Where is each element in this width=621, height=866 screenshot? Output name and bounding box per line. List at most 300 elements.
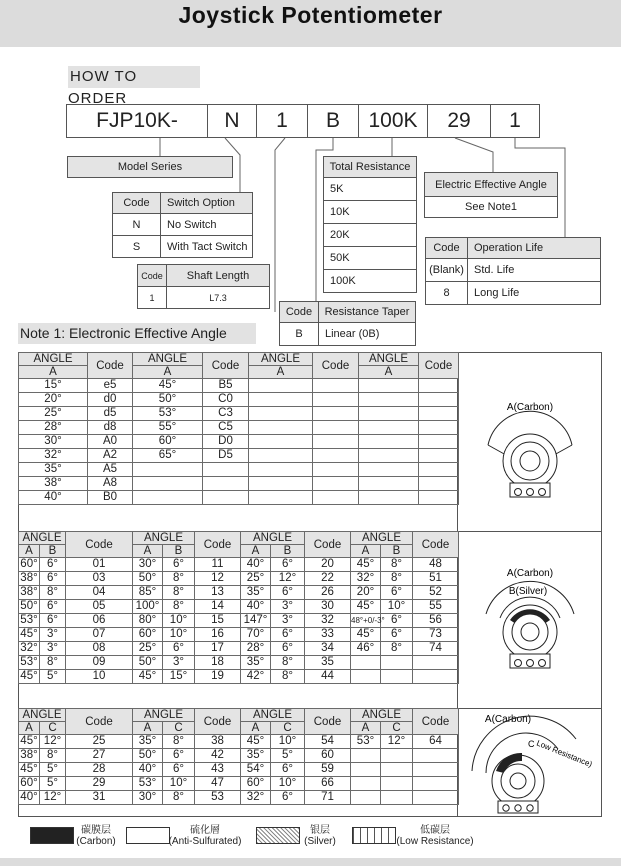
table-cell: B0 (88, 491, 133, 505)
angle-header: ANGLE (359, 353, 419, 366)
table-cell (249, 435, 313, 449)
table-cell (249, 477, 313, 491)
table-row (19, 749, 459, 763)
table-cell: 32° (19, 449, 88, 463)
table-cell: 45° (351, 600, 381, 614)
part-segment-shaft: 1 (256, 104, 308, 138)
table-cell: 6° (271, 586, 305, 600)
total-resistance-header: Total Resistance (323, 156, 417, 178)
table-row (19, 642, 459, 656)
table-cell: 08 (66, 642, 133, 656)
table-cell: 30 (305, 600, 351, 614)
table-cell: 5° (40, 670, 66, 684)
table-cell: 44 (305, 670, 351, 684)
table-cell: 29 (66, 777, 133, 791)
table-cell: 38° (20, 572, 38, 584)
table-cell (313, 407, 359, 421)
table-cell (249, 491, 313, 505)
table-cell: 60° (20, 777, 38, 789)
table-cell: 6° (40, 572, 66, 586)
angle-a-header: A (241, 545, 271, 558)
table-cell: 53° (351, 735, 381, 749)
table-cell: 8° (163, 791, 195, 805)
part-segment-resistance: 100K (358, 104, 428, 138)
resistance-50k: 50K (323, 246, 417, 270)
table-cell: 40° (133, 763, 163, 777)
table-cell: 8° (381, 558, 413, 572)
table-cell: 64 (413, 735, 459, 749)
resistance-100k: 100K (323, 269, 417, 293)
angle-table-dual-ab (18, 531, 459, 684)
table-cell: 6° (163, 763, 195, 777)
table-cell: 54 (305, 735, 351, 749)
table-cell: 8° (163, 735, 195, 749)
table-cell: 6° (40, 614, 66, 628)
table-cell (381, 763, 413, 777)
table-cell: 25° (19, 407, 88, 421)
table-cell: 3° (40, 628, 66, 642)
table-cell: 32° (241, 791, 271, 805)
table-cell: 60° (20, 558, 38, 570)
table-cell: 15° (163, 670, 195, 684)
table-cell (359, 393, 419, 407)
table-cell (381, 670, 413, 684)
table-cell: 51 (413, 572, 459, 586)
angle-a-header: A (133, 545, 163, 558)
switch-option-header: Switch Option (160, 192, 253, 214)
table-cell: 6° (271, 791, 305, 805)
diagram-label-carbon: A(Carbon) (506, 568, 554, 579)
table-cell: 100° (133, 600, 163, 614)
angle-table-dual-ac (18, 708, 459, 805)
table-cell: 54° (241, 763, 271, 777)
resistance-20k: 20K (323, 223, 417, 247)
table-cell: 50° (20, 600, 38, 612)
table-cell: 20° (19, 393, 88, 407)
taper-linear: Linear (0B) (318, 322, 416, 346)
table-cell: 20 (305, 558, 351, 572)
table-row (19, 735, 459, 749)
table-cell: 60° (133, 435, 203, 449)
table-cell (413, 763, 459, 777)
table-cell: 35° (19, 463, 88, 477)
model-series-label: Model Series (67, 156, 233, 178)
table-cell: 14 (195, 600, 241, 614)
code-header: Code (305, 532, 351, 558)
table-cell (359, 421, 419, 435)
table-cell: 8° (40, 749, 66, 763)
angle-header: ANGLE (241, 532, 305, 545)
table-cell: B5 (203, 379, 249, 393)
table-cell: 43 (195, 763, 241, 777)
code-header: Code (413, 709, 459, 735)
table-cell: 45° (20, 628, 38, 640)
table-row (19, 463, 459, 477)
table-cell: A0 (88, 435, 133, 449)
table-cell: 12 (195, 572, 241, 586)
table-cell: 53° (133, 407, 203, 421)
table-cell (413, 670, 459, 684)
table-cell: 6° (381, 586, 413, 600)
code-header: Code (66, 532, 133, 558)
table-cell: 147° (241, 614, 271, 628)
table-cell (351, 749, 381, 763)
table-cell: 26 (305, 586, 351, 600)
table-cell: 53° (133, 777, 163, 791)
table-cell: 55° (133, 421, 203, 435)
table-cell: 10° (271, 777, 305, 791)
table-cell: 13 (195, 586, 241, 600)
angle-a-header: A (133, 366, 203, 379)
angle-table-single (18, 352, 459, 505)
table-cell: 04 (66, 586, 133, 600)
table-cell (203, 491, 249, 505)
code-header: Code (88, 353, 133, 379)
table-cell: 32° (20, 642, 38, 654)
table-cell: 6° (271, 628, 305, 642)
table-row (19, 435, 459, 449)
diagram-carbon-silver (458, 532, 601, 708)
table-cell: D5 (203, 449, 249, 463)
diagram-carbon-low-resistance (458, 709, 601, 817)
table-row (19, 600, 459, 614)
table-cell: 6° (271, 642, 305, 656)
table-cell: 45° (133, 379, 203, 393)
legend-carbon-swatch (30, 827, 74, 844)
table-cell: 8° (163, 600, 195, 614)
angle-a-header: A (241, 722, 271, 735)
angle-a-header: A (133, 722, 163, 735)
table-row (19, 379, 459, 393)
table-cell (203, 463, 249, 477)
table-cell: 35 (305, 656, 351, 670)
table-cell: 01 (66, 558, 133, 572)
switch-code-header: Code (112, 192, 161, 214)
table-cell: 15° (19, 379, 88, 393)
table-cell (313, 449, 359, 463)
table-cell: 09 (66, 656, 133, 670)
table-row (19, 763, 459, 777)
note1-heading: Note 1: Electronic Effective Angle (18, 323, 256, 344)
table-cell: 22 (305, 572, 351, 586)
table-cell: 25° (133, 642, 163, 656)
table-cell (249, 449, 313, 463)
table-cell (359, 477, 419, 491)
angle-a-header: A (19, 545, 40, 558)
table-cell (351, 791, 381, 805)
angle-c-header: C (381, 722, 413, 735)
table-cell: 6° (163, 642, 195, 656)
operation-life-header: Operation Life (467, 237, 601, 259)
table-cell: 8° (40, 656, 66, 670)
table-cell: 31 (66, 791, 133, 805)
table-cell: 28° (241, 642, 271, 656)
table-cell: 74 (413, 642, 459, 656)
table-cell (359, 491, 419, 505)
legend-low-resistance-label: 低碳层 (Low Resistance) (396, 825, 474, 847)
table-cell: d5 (88, 407, 133, 421)
table-cell (249, 379, 313, 393)
angle-b-header: B (163, 545, 195, 558)
table-cell (419, 407, 459, 421)
table-cell (419, 477, 459, 491)
eea-header: Electric Effective Angle (424, 172, 558, 197)
table-cell: 60° (241, 777, 271, 791)
table-cell: 07 (66, 628, 133, 642)
table-cell: 38° (20, 586, 38, 598)
table-cell: D0 (203, 435, 249, 449)
table-cell: 8° (271, 656, 305, 670)
table-cell: 59 (305, 763, 351, 777)
table-cell: 45° (351, 628, 381, 642)
code-header: Code (413, 532, 459, 558)
table-cell: 8° (163, 572, 195, 586)
table-cell: d8 (88, 421, 133, 435)
table-cell: 6° (381, 628, 413, 642)
switch-option-tact: With Tact Switch (160, 235, 253, 258)
table-cell: 34 (305, 642, 351, 656)
code-header: Code (195, 709, 241, 735)
table-cell (313, 463, 359, 477)
diagram-label-low-resistance: Low Resistance) (535, 738, 594, 770)
table-row (19, 628, 459, 642)
angle-a-header: A (19, 366, 88, 379)
table-cell (419, 491, 459, 505)
table-cell: 12° (40, 735, 66, 749)
table-row (19, 791, 459, 805)
taper-code-header: Code (279, 301, 319, 323)
table-row (19, 477, 459, 491)
table-cell: 35° (133, 735, 163, 749)
table-cell: 8° (40, 586, 66, 600)
table-row (19, 572, 459, 586)
code-header: Code (66, 709, 133, 735)
shaft-length-value: L7.3 (166, 286, 270, 309)
angle-header: ANGLE (133, 353, 203, 366)
shaft-code-header: Code (137, 264, 167, 287)
table-cell: 5° (271, 749, 305, 763)
table-cell: 47 (195, 777, 241, 791)
resistance-10k: 10K (323, 200, 417, 224)
table-cell: 25 (66, 735, 133, 749)
table-cell: 3° (40, 642, 66, 656)
table-cell: 33 (305, 628, 351, 642)
table-cell: 53 (195, 791, 241, 805)
table-cell (313, 393, 359, 407)
table-cell: 03 (66, 572, 133, 586)
angle-a-header: A (351, 722, 381, 735)
table-cell: 60 (305, 749, 351, 763)
table-row (19, 777, 459, 791)
table-cell: 50° (133, 572, 163, 586)
table-cell (249, 421, 313, 435)
table-row (19, 449, 459, 463)
table-cell: 80° (133, 614, 163, 628)
table-row (19, 421, 459, 435)
table-cell: 45° (20, 763, 38, 775)
table-cell: 52 (413, 586, 459, 600)
legend (18, 823, 602, 855)
diagram-carbon (458, 353, 601, 531)
table-row (19, 491, 459, 505)
table-cell: 10° (163, 777, 195, 791)
table-cell (359, 379, 419, 393)
table-cell: 32 (305, 614, 351, 628)
diagram-label-carbon: A(Carbon) (506, 402, 554, 413)
angle-a-header: A (19, 722, 40, 735)
table-cell: 53° (20, 656, 38, 668)
table-cell (359, 435, 419, 449)
table-row (19, 656, 459, 670)
table-cell: 46° (351, 642, 381, 656)
table-cell: 25° (241, 572, 271, 586)
table-cell (313, 435, 359, 449)
table-cell: 42° (241, 670, 271, 684)
table-cell (313, 421, 359, 435)
table-cell: 28° (19, 421, 88, 435)
table-cell (381, 749, 413, 763)
table-cell: 50° (133, 393, 203, 407)
table-cell: 18 (195, 656, 241, 670)
table-cell: 50° (133, 749, 163, 763)
table-cell: 40° (19, 491, 88, 505)
table-cell (351, 777, 381, 791)
table-cell: 8° (381, 642, 413, 656)
angle-c-header: C (163, 722, 195, 735)
table-cell (419, 379, 459, 393)
table-cell: 42 (195, 749, 241, 763)
table-cell: 6° (40, 558, 66, 572)
angle-b-header: B (271, 545, 305, 558)
angle-b-header: B (40, 545, 66, 558)
table-cell: 17 (195, 642, 241, 656)
table-cell: 30° (133, 558, 163, 572)
table-cell (413, 749, 459, 763)
table-cell: 32° (351, 572, 381, 586)
table-row (19, 558, 459, 572)
table-cell (313, 491, 359, 505)
code-header: Code (203, 353, 249, 379)
table-cell: 38° (19, 477, 88, 491)
table-cell: 45° (20, 735, 38, 747)
life-code-8: 8 (425, 281, 468, 305)
table-cell (419, 435, 459, 449)
table-cell: 38° (20, 749, 38, 761)
table-cell: 10 (66, 670, 133, 684)
table-cell: 40° (241, 600, 271, 614)
angle-a-header: A (351, 545, 381, 558)
table-cell: 35° (241, 749, 271, 763)
switch-option-none: No Switch (160, 213, 253, 236)
diagram-label-c: C (528, 739, 535, 749)
table-cell: 30° (19, 435, 88, 449)
table-cell: A8 (88, 477, 133, 491)
table-cell (381, 656, 413, 670)
angle-header: ANGLE (133, 532, 195, 545)
footer-bar (0, 858, 621, 866)
table-cell: 8° (163, 586, 195, 600)
table-cell: 45° (20, 670, 38, 682)
table-cell: 53° (20, 614, 38, 626)
table-cell (419, 421, 459, 435)
table-cell: 12° (381, 735, 413, 749)
table-cell: 27 (66, 749, 133, 763)
life-code-blank: (Blank) (425, 258, 468, 282)
table-cell: 3° (163, 656, 195, 670)
table-cell: 45° (241, 735, 271, 749)
table-cell: 60° (133, 628, 163, 642)
table-cell: 70° (241, 628, 271, 642)
eea-value: See Note1 (424, 196, 558, 218)
table-cell: 6° (381, 614, 413, 628)
table-cell: 6° (163, 558, 195, 572)
shaft-length-header: Shaft Length (166, 264, 270, 287)
table-cell: 45° (133, 670, 163, 684)
legend-silver-swatch (256, 827, 300, 844)
table-row (19, 670, 459, 684)
table-cell: 85° (133, 586, 163, 600)
table-cell: 6° (40, 600, 66, 614)
table-cell: 10° (381, 600, 413, 614)
table-row (19, 614, 459, 628)
part-segment-taper: B (307, 104, 359, 138)
table-cell: 73 (413, 628, 459, 642)
table-cell (351, 656, 381, 670)
code-header: Code (305, 709, 351, 735)
table-cell (413, 791, 459, 805)
table-row (19, 393, 459, 407)
table-cell (413, 777, 459, 791)
code-header: Code (313, 353, 359, 379)
table-cell (133, 491, 203, 505)
table-cell: 12° (40, 791, 66, 805)
table-cell: 3° (271, 600, 305, 614)
table-cell: 20° (351, 586, 381, 600)
part-segment-angle: 29 (427, 104, 491, 138)
angle-header: ANGLE (19, 353, 88, 366)
life-standard: Std. Life (467, 258, 601, 282)
table-cell (351, 670, 381, 684)
table-cell (381, 777, 413, 791)
table-cell (249, 393, 313, 407)
table-cell (249, 407, 313, 421)
table-cell (133, 477, 203, 491)
table-cell (419, 449, 459, 463)
switch-code-n: N (112, 213, 161, 236)
code-header: Code (195, 532, 241, 558)
table-cell: 5° (40, 763, 66, 777)
table-cell: 5° (40, 777, 66, 791)
table-row (19, 586, 459, 600)
table-cell (359, 449, 419, 463)
angle-b-header: B (381, 545, 413, 558)
table-cell (203, 477, 249, 491)
table-cell: 06 (66, 614, 133, 628)
table-cell: 55 (413, 600, 459, 614)
shaft-code-1: 1 (137, 286, 167, 309)
table-cell: 35° (241, 656, 271, 670)
table-cell: e5 (88, 379, 133, 393)
table-cell: 56 (413, 614, 459, 628)
diagram-label-carbon: A(Carbon) (484, 714, 532, 725)
part-segment-model: FJP10K- (66, 104, 208, 138)
table-cell (133, 463, 203, 477)
angle-header: ANGLE (241, 709, 305, 722)
table-cell: C3 (203, 407, 249, 421)
table-cell: 38 (195, 735, 241, 749)
angle-c-header: C (271, 722, 305, 735)
table-cell: 10° (163, 628, 195, 642)
